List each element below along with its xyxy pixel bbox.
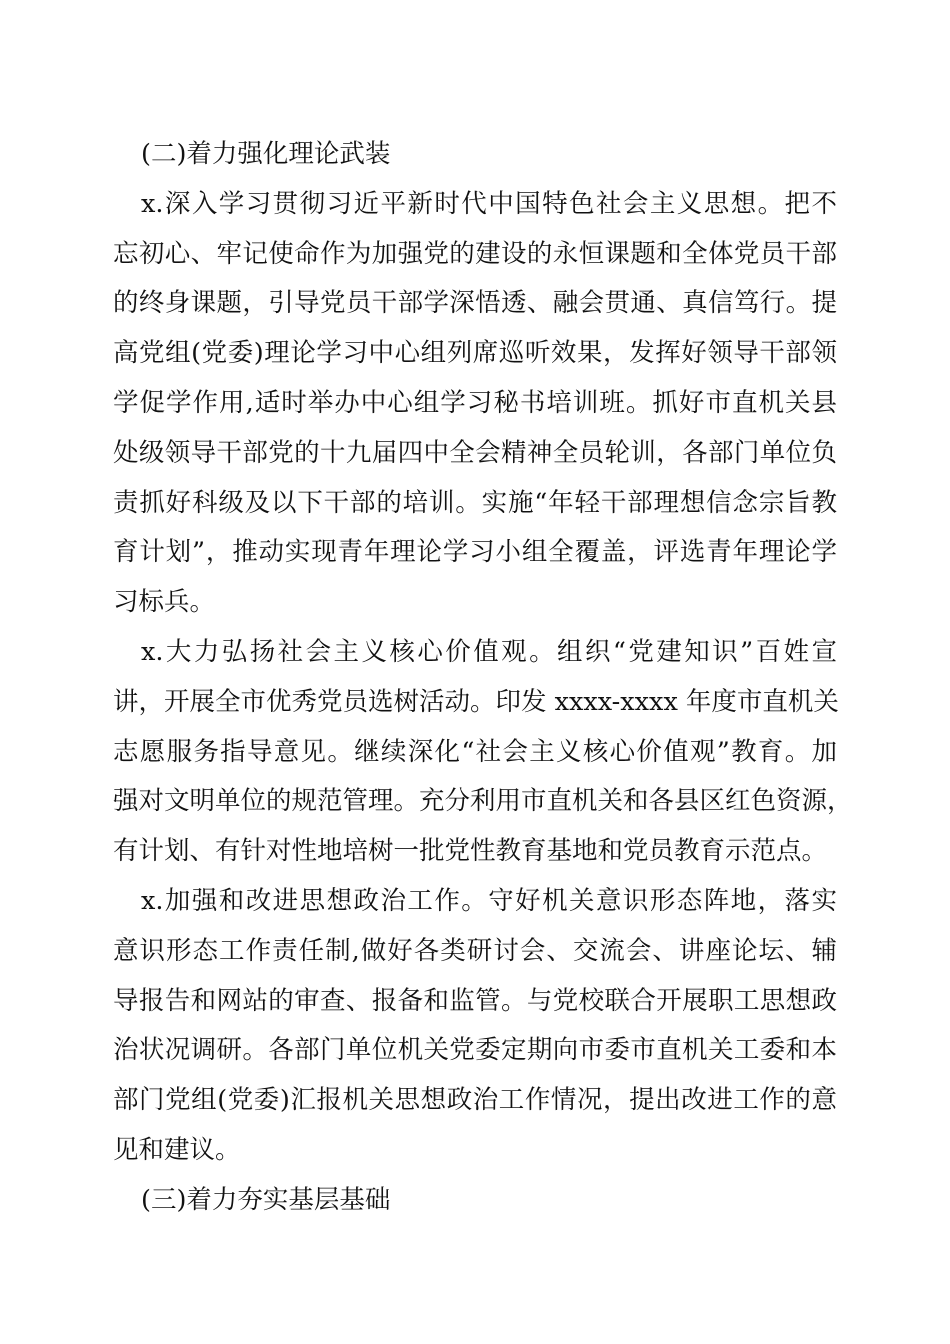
document-body xyxy=(113,180,853,1176)
paragraph-line: 责抓好科级及以下干部的培训。实施“年轻干部理想信念宗旨教 xyxy=(113,487,837,518)
paragraph-line: 的终身课题，引导党员干部学深悟透、融会贯通、真信笃行。提 xyxy=(113,288,837,319)
paragraph xyxy=(113,877,837,1176)
paragraph-line: 强对文明单位的规范管理。充分利用市直机关和各县区红色资源， xyxy=(113,786,853,817)
paragraph-line: x.深入学习贯彻习近平新时代中国特色社会主义思想。把不 xyxy=(141,188,837,219)
paragraph-line: x.加强和改进思想政治工作。守好机关意识形态阵地，落实 xyxy=(141,885,837,916)
paragraph-line: 志愿服务指导意见。继续深化“社会主义核心价值观”教育。加 xyxy=(113,736,837,767)
paragraph-line: x.大力弘扬社会主义核心价值观。组织“党建知识”百姓宣 xyxy=(141,636,837,667)
paragraph-line: 意识形态工作责任制,做好各类研讨会、交流会、讲座论坛、辅 xyxy=(113,935,837,966)
paragraph-line: 忘初心、牢记使命作为加强党的建设的永恒课题和全体党员干部 xyxy=(113,238,837,269)
paragraph-line: 习标兵。 xyxy=(113,587,216,618)
paragraph xyxy=(113,180,837,628)
paragraph-line: 学促学作用,适时举办中心组学习秘书培训班。抓好市直机关县 xyxy=(113,387,837,418)
paragraph-line: 治状况调研。各部门单位机关党委定期向市委市直机关工委和本 xyxy=(113,1035,837,1066)
paragraph-line: 处级领导干部党的十九届四中全会精神全员轮训，各部门单位负 xyxy=(113,437,837,468)
paragraph-line: 部门党组(党委)汇报机关思想政治工作情况，提出改进工作的意 xyxy=(113,1085,837,1116)
paragraph-line: 高党组(党委)理论学习中心组列席巡听效果，发挥好领导干部领 xyxy=(113,338,837,369)
section-heading: (三)着力夯实基层基础 xyxy=(141,1184,391,1215)
paragraph-line: 育计划”，推动实现青年理论学习小组全覆盖，评选青年理论学 xyxy=(113,537,837,568)
document-page xyxy=(113,130,853,1226)
paragraph-line: 导报告和网站的审查、报备和监管。与党校联合开展职工思想政 xyxy=(113,985,837,1016)
paragraph-line: 有计划、有针对性地培树一批党性教育基地和党员教育示范点。 xyxy=(113,836,828,867)
paragraph xyxy=(113,628,853,877)
paragraph-line: 见和建议。 xyxy=(113,1134,241,1165)
paragraph-line: 讲，开展全市优秀党员选树活动。印发 xxxx-xxxx 年度市直机关 xyxy=(113,686,839,717)
section-heading: (二)着力强化理论武装 xyxy=(141,139,391,169)
